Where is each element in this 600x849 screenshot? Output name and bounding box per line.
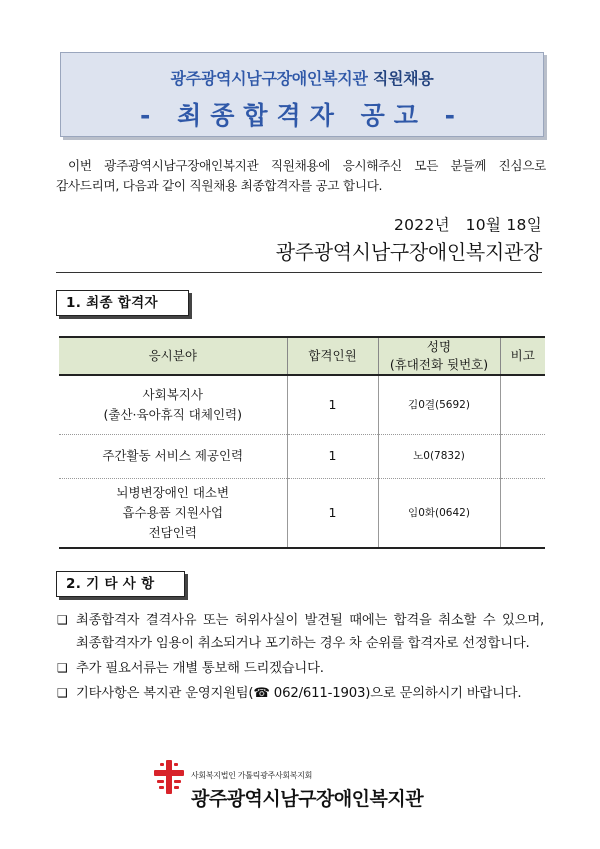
field-line: (출산·육아휴직 대체인력) — [103, 406, 242, 422]
cell-name: 김0결(5692) — [378, 375, 500, 434]
header-note: 비고 — [500, 337, 545, 375]
cell-field — [59, 434, 287, 478]
signature-org: 광주광역시남구장애인복지관장 — [275, 240, 542, 264]
note-text: 기타사항은 복지관 운영지원팀(☎ 062/611-1903)으로 문의하시기 바랍니다. — [76, 686, 522, 701]
table-row — [59, 478, 545, 548]
footer-subtitle: 사회복지법인 가톨릭광주사회복지회 — [191, 771, 313, 780]
list-item — [57, 657, 544, 680]
field-line: 전담인력 — [148, 524, 197, 540]
table-row — [59, 434, 545, 478]
field-line: 뇌병변장애인 대소변 — [116, 484, 230, 500]
header-count: 합격인원 — [287, 337, 378, 375]
checkbox-bullet-icon: ❑ — [57, 686, 68, 700]
cross-logo-icon — [151, 758, 187, 796]
cell-note — [500, 478, 545, 548]
divider-line — [56, 272, 542, 273]
notes-list — [57, 609, 544, 707]
list-item — [57, 609, 544, 655]
banner-title: - 최종합격자 공고 - — [140, 101, 464, 130]
cell-count: 1 — [287, 478, 378, 548]
footer-logo-block — [148, 756, 468, 814]
field-line: 흡수용품 지원사업 — [122, 504, 224, 520]
section-2-heading: 2. 기 타 사 항 — [56, 571, 185, 597]
title-banner — [60, 52, 544, 137]
table-row — [59, 375, 545, 434]
cell-field — [59, 375, 287, 434]
banner-category: 직원채용 — [372, 69, 434, 88]
note-text: 최종합격자 결격사유 또는 허위사실이 발견될 때에는 합격을 취소할 수 있으며, 최종합격자가 임용이 취소되거나 포기하는 경우 차 순위를 합격자로 선정합니다. — [76, 613, 544, 651]
cell-note — [500, 434, 545, 478]
results-table — [59, 336, 545, 549]
banner-org-line — [61, 66, 543, 89]
header-field: 응시분야 — [59, 337, 287, 375]
header-name-line1: 성명 — [426, 339, 452, 354]
cell-note — [500, 375, 545, 434]
cell-field — [59, 478, 287, 548]
header-name-line2: (휴대전화 뒷번호) — [389, 357, 489, 372]
field-line: 주간활동 서비스 제공인력 — [102, 448, 244, 463]
intro-paragraph: 이번 광주광역시남구장애인복지관 직원채용에 응시해주신 모든 분들께 진심으로 감사드리며, 다음과 같이 직원채용 최종합격자를 공고 합니다. — [56, 158, 546, 193]
checkbox-bullet-icon: ❑ — [57, 613, 68, 627]
field-line: 사회복지사 — [142, 386, 203, 402]
footer-org-name: 광주광역시남구장애인복지관 — [191, 788, 424, 810]
cell-count: 1 — [287, 375, 378, 434]
checkbox-bullet-icon: ❑ — [57, 661, 68, 675]
section-1-heading: 1. 최종 합격자 — [56, 290, 189, 316]
cell-name: 임0화(0642) — [378, 478, 500, 548]
header-name — [378, 337, 500, 375]
table-header-row — [59, 337, 545, 375]
banner-org: 광주광역시남구장애인복지관 — [170, 69, 368, 88]
notice-date: 2022년 10월 18일 — [393, 216, 542, 234]
cell-count: 1 — [287, 434, 378, 478]
list-item — [57, 682, 544, 705]
cell-name: 노0(7832) — [378, 434, 500, 478]
note-text: 추가 필요서류는 개별 통보해 드리겠습니다. — [76, 661, 324, 676]
